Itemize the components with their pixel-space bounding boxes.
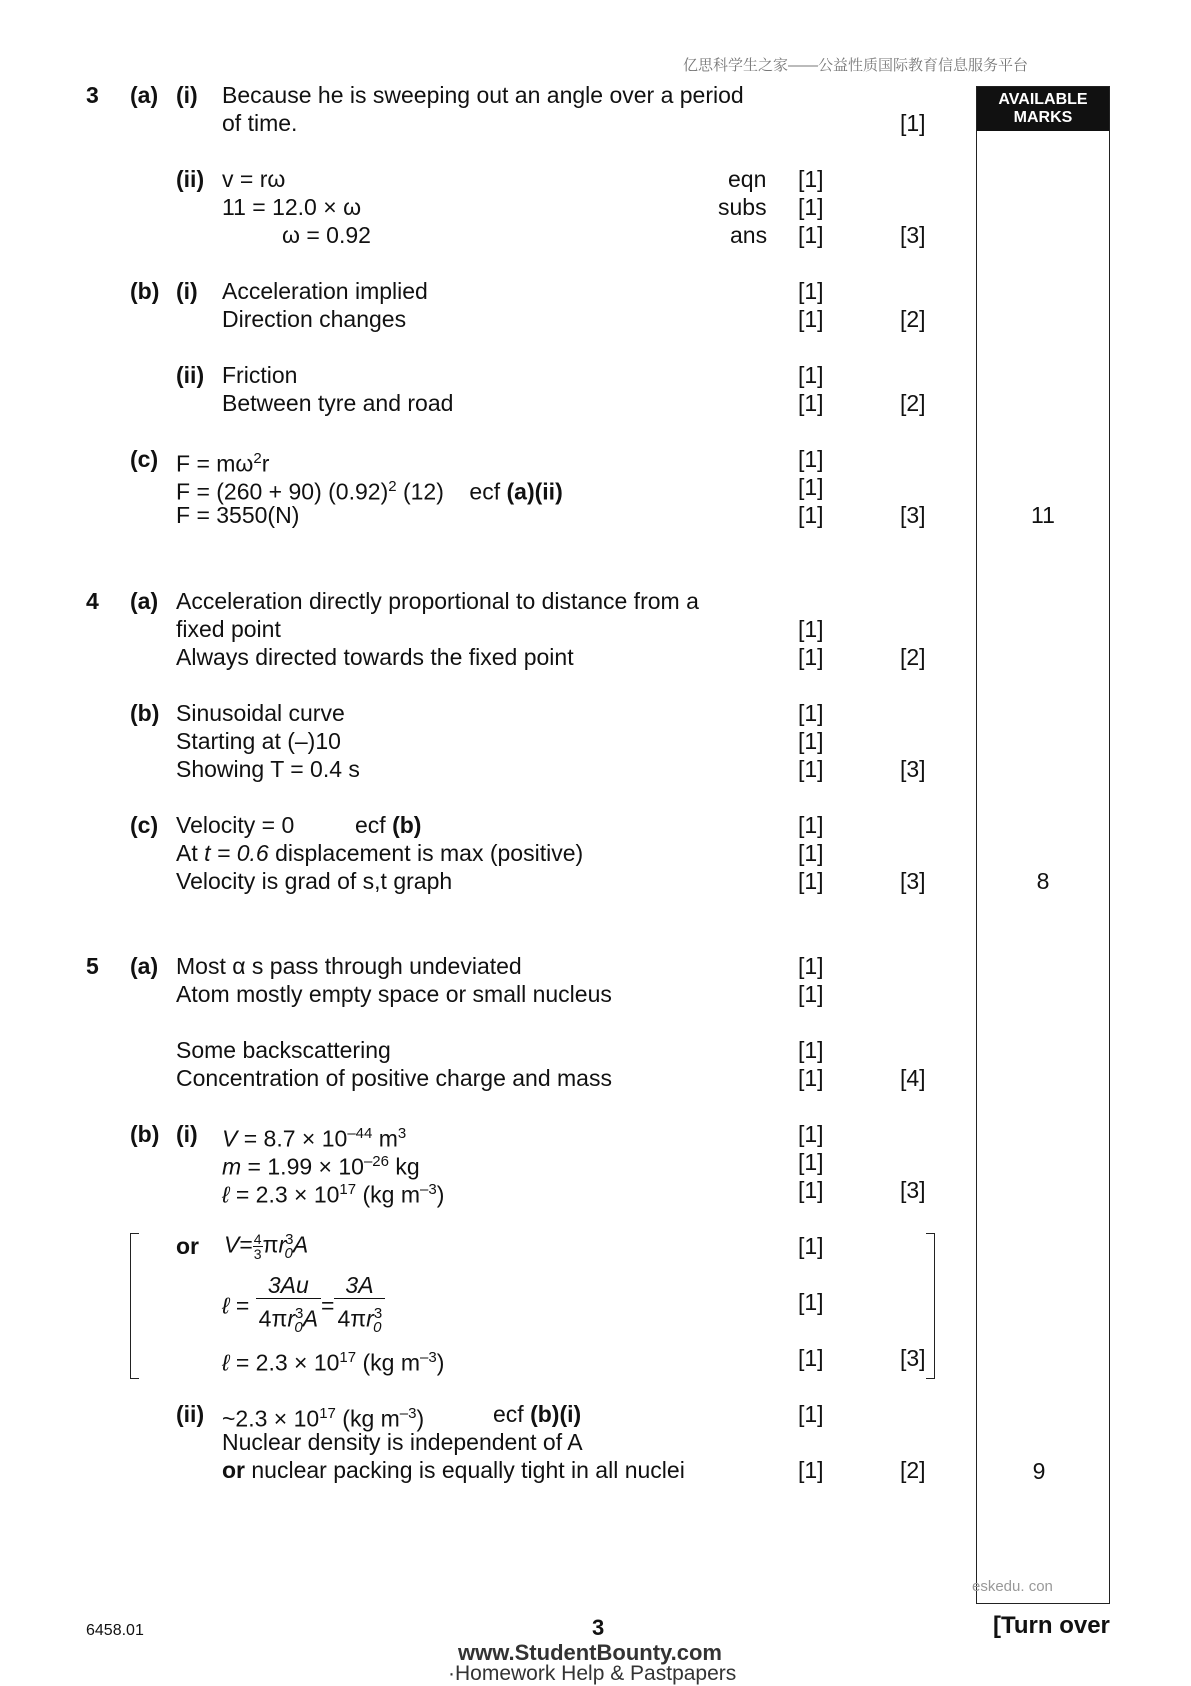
q3-bii-mark1: [1]: [798, 362, 824, 388]
q5-or-mark3: [1]: [798, 1345, 824, 1371]
q5-or-label: or: [176, 1233, 199, 1259]
q3-aii-total: [3]: [900, 222, 926, 248]
q3-c-line1: $F = m\omega^2r$: [176, 450, 270, 477]
q3-ai-label: (i): [176, 82, 198, 108]
q5-or-line3: ℓ = $2.3 \times 10^{17}$ (kg $m^{-3}$): [222, 1349, 445, 1376]
q4-b-mark3: [1]: [798, 756, 824, 782]
q5-a-mark1: [1]: [798, 953, 824, 979]
q5-total: 9: [1032, 1458, 1046, 1484]
q4-c-mark2: [1]: [798, 840, 824, 866]
q3-aii-label: (ii): [176, 166, 205, 192]
alt-bracket-left: [130, 1233, 139, 1379]
q3-aii-tag2: subs: [718, 194, 767, 220]
q4-a-mark2: [1]: [798, 616, 824, 642]
q3-ai-line1: Because he is sweeping out an angle over a period: [222, 82, 744, 108]
q5-bi-label: (i): [176, 1121, 198, 1147]
q3-number: 3: [86, 82, 99, 108]
q3-aii-mark2: [1]: [798, 194, 824, 220]
q5-or-mark1: [1]: [798, 1233, 824, 1259]
q5-or-line2: ℓ = $\frac{3Au}{4\pi r^3_0A}$ = $\frac{3A}{4\pi r^3_0}$: [222, 1272, 385, 1343]
q5-or-mark2: [1]: [798, 1289, 824, 1315]
q3-ai-total: [1]: [900, 110, 926, 136]
q3-a-label: (a): [130, 82, 159, 108]
q5-bii-mark1: [1]: [798, 1401, 824, 1427]
q5-a-label: (a): [130, 953, 159, 979]
q3-c-label: (c): [130, 446, 159, 472]
q3-bii-label: (ii): [176, 362, 205, 388]
q3-bi-line1: Acceleration implied: [222, 278, 428, 304]
q3-ai-line2: of time.: [222, 110, 298, 136]
q5-b-label: (b): [130, 1121, 160, 1147]
q3-c-mark1: [1]: [798, 446, 824, 472]
q3-b-label: (b): [130, 278, 160, 304]
q3-aii-mark1: [1]: [798, 166, 824, 192]
q5-a-line2: Atom mostly empty space or small nucleus: [176, 981, 612, 1007]
q4-c-ecf: ecf (b): [355, 812, 422, 838]
q3-aii-mark3: [1]: [798, 222, 824, 248]
available-marks-column: [976, 86, 1110, 1604]
q5-or-total: [3]: [900, 1345, 926, 1371]
q5-bi-total: [3]: [900, 1177, 926, 1203]
q3-total: 11: [1031, 502, 1055, 528]
watermark-tagline: ·Homework Help & Pastpapers: [448, 1662, 737, 1685]
q3-c-total: [3]: [900, 502, 926, 528]
q3-c-line2: F = (260 + 90) $(0.92)^2$ (12) ecf (a)(ii): [176, 478, 563, 505]
q4-b-mark1: [1]: [798, 700, 824, 726]
q4-c-line3: Velocity is grad of s,t graph: [176, 868, 453, 894]
alt-bracket-right: [926, 1233, 935, 1379]
q4-b-line2: Starting at (–)10: [176, 728, 341, 754]
turn-over-label: [Turn over: [993, 1612, 1110, 1639]
q4-a-line1: Acceleration directly proportional to distance from a: [176, 588, 699, 614]
q3-aii-line1: v = rω: [222, 166, 286, 192]
q3-c-mark2: [1]: [798, 474, 824, 500]
watermark-url[interactable]: www.StudentBounty.com: [458, 1640, 722, 1665]
q3-aii-tag3: ans: [730, 222, 768, 248]
q4-b-total: [3]: [900, 756, 926, 782]
q5-bi-mark1: [1]: [798, 1121, 824, 1147]
q4-a-mark3: [1]: [798, 644, 824, 670]
q3-bii-total: [2]: [900, 390, 926, 416]
q4-c-total: [3]: [900, 868, 926, 894]
watermark-right: eskedu. con: [972, 1578, 1053, 1595]
q5-a-line3: Some backscattering: [176, 1037, 391, 1063]
q4-number: 4: [86, 588, 99, 614]
q3-c-mark3: [1]: [798, 502, 824, 528]
q5-a-total: [4]: [900, 1065, 926, 1091]
q5-a-line4: Concentration of positive charge and mass: [176, 1065, 612, 1091]
q5-bii-line1: ~2.3 × $10^{17}$ (kg $m^{-3}$): [222, 1405, 425, 1432]
q3-bi-total: [2]: [900, 306, 926, 332]
q4-a-line2: fixed point: [176, 616, 281, 642]
q5-a-mark2: [1]: [798, 981, 824, 1007]
q4-c-label: (c): [130, 812, 159, 838]
header-site-text: 亿思科学生之家——公益性质国际教育信息服务平台: [683, 57, 1029, 74]
q3-bii-line2: Between tyre and road: [222, 390, 454, 416]
q5-a-mark3: [1]: [798, 1037, 824, 1063]
q5-bii-total: [2]: [900, 1457, 926, 1483]
q3-bi-mark2: [1]: [798, 306, 824, 332]
q3-bii-mark2: [1]: [798, 390, 824, 416]
marks-header-line2: MARKS: [1013, 109, 1073, 126]
q5-bii-ecf: ecf (b)(i): [493, 1401, 582, 1427]
q5-a-mark4: [1]: [798, 1065, 824, 1091]
page-number: 3: [592, 1615, 605, 1640]
q4-a-total: [2]: [900, 644, 926, 670]
q3-bi-mark1: [1]: [798, 278, 824, 304]
q5-bi-mark3: [1]: [798, 1177, 824, 1203]
q5-or-line1: V= $\frac{4}{3}$ $\pi r^3_0A$: [224, 1231, 309, 1263]
q3-aii-tag1: eqn: [728, 166, 767, 192]
q3-c-line3: F = 3550(N): [176, 502, 300, 528]
q4-b-mark2: [1]: [798, 728, 824, 754]
q3-bii-line1: Friction: [222, 362, 298, 388]
q4-b-line3: Showing T = 0.4 s: [176, 756, 360, 782]
q4-c-mark1: [1]: [798, 812, 824, 838]
paper-code: 6458.01: [86, 1622, 144, 1639]
available-marks-header: [977, 87, 1109, 131]
q4-b-label: (b): [130, 700, 160, 726]
q5-a-line1: Most α s pass through undeviated: [176, 953, 522, 979]
q4-a-line3: Always directed towards the fixed point: [176, 644, 574, 670]
q4-c-line1: Velocity = 0: [176, 812, 295, 838]
q4-total: 8: [1036, 868, 1050, 894]
q3-aii-line3: ω = 0.92: [282, 222, 371, 248]
q4-c-mark3: [1]: [798, 868, 824, 894]
q3-bi-line2: Direction changes: [222, 306, 407, 332]
q3-aii-line2: 11 = 12.0 × ω: [222, 194, 362, 220]
q4-c-line2: At t = 0.6 displacement is max (positive): [176, 840, 584, 866]
q5-bii-line3: or nuclear packing is equally tight in all nuclei: [222, 1457, 685, 1483]
q5-number: 5: [86, 953, 99, 979]
marks-header-line1: AVAILABLE: [998, 91, 1088, 108]
q4-b-line1: Sinusoidal curve: [176, 700, 345, 726]
q5-bi-mark2: [1]: [798, 1149, 824, 1175]
q3-bi-label: (i): [176, 278, 198, 304]
q5-bi-line2: $m = 1.99 \times 10^{-26}$ kg: [222, 1153, 420, 1180]
q5-bi-line3: ℓ = $2.3 \times 10^{17}$ (kg $m^{-3}$): [222, 1181, 445, 1208]
q5-bi-line1: $V = 8.7 \times 10^{-44}$ $m^3$: [222, 1125, 407, 1152]
q5-bii-line2: Nuclear density is independent of A: [222, 1429, 583, 1455]
q5-bii-label: (ii): [176, 1401, 205, 1427]
q4-a-label: (a): [130, 588, 159, 614]
q5-bii-mark3: [1]: [798, 1457, 824, 1483]
